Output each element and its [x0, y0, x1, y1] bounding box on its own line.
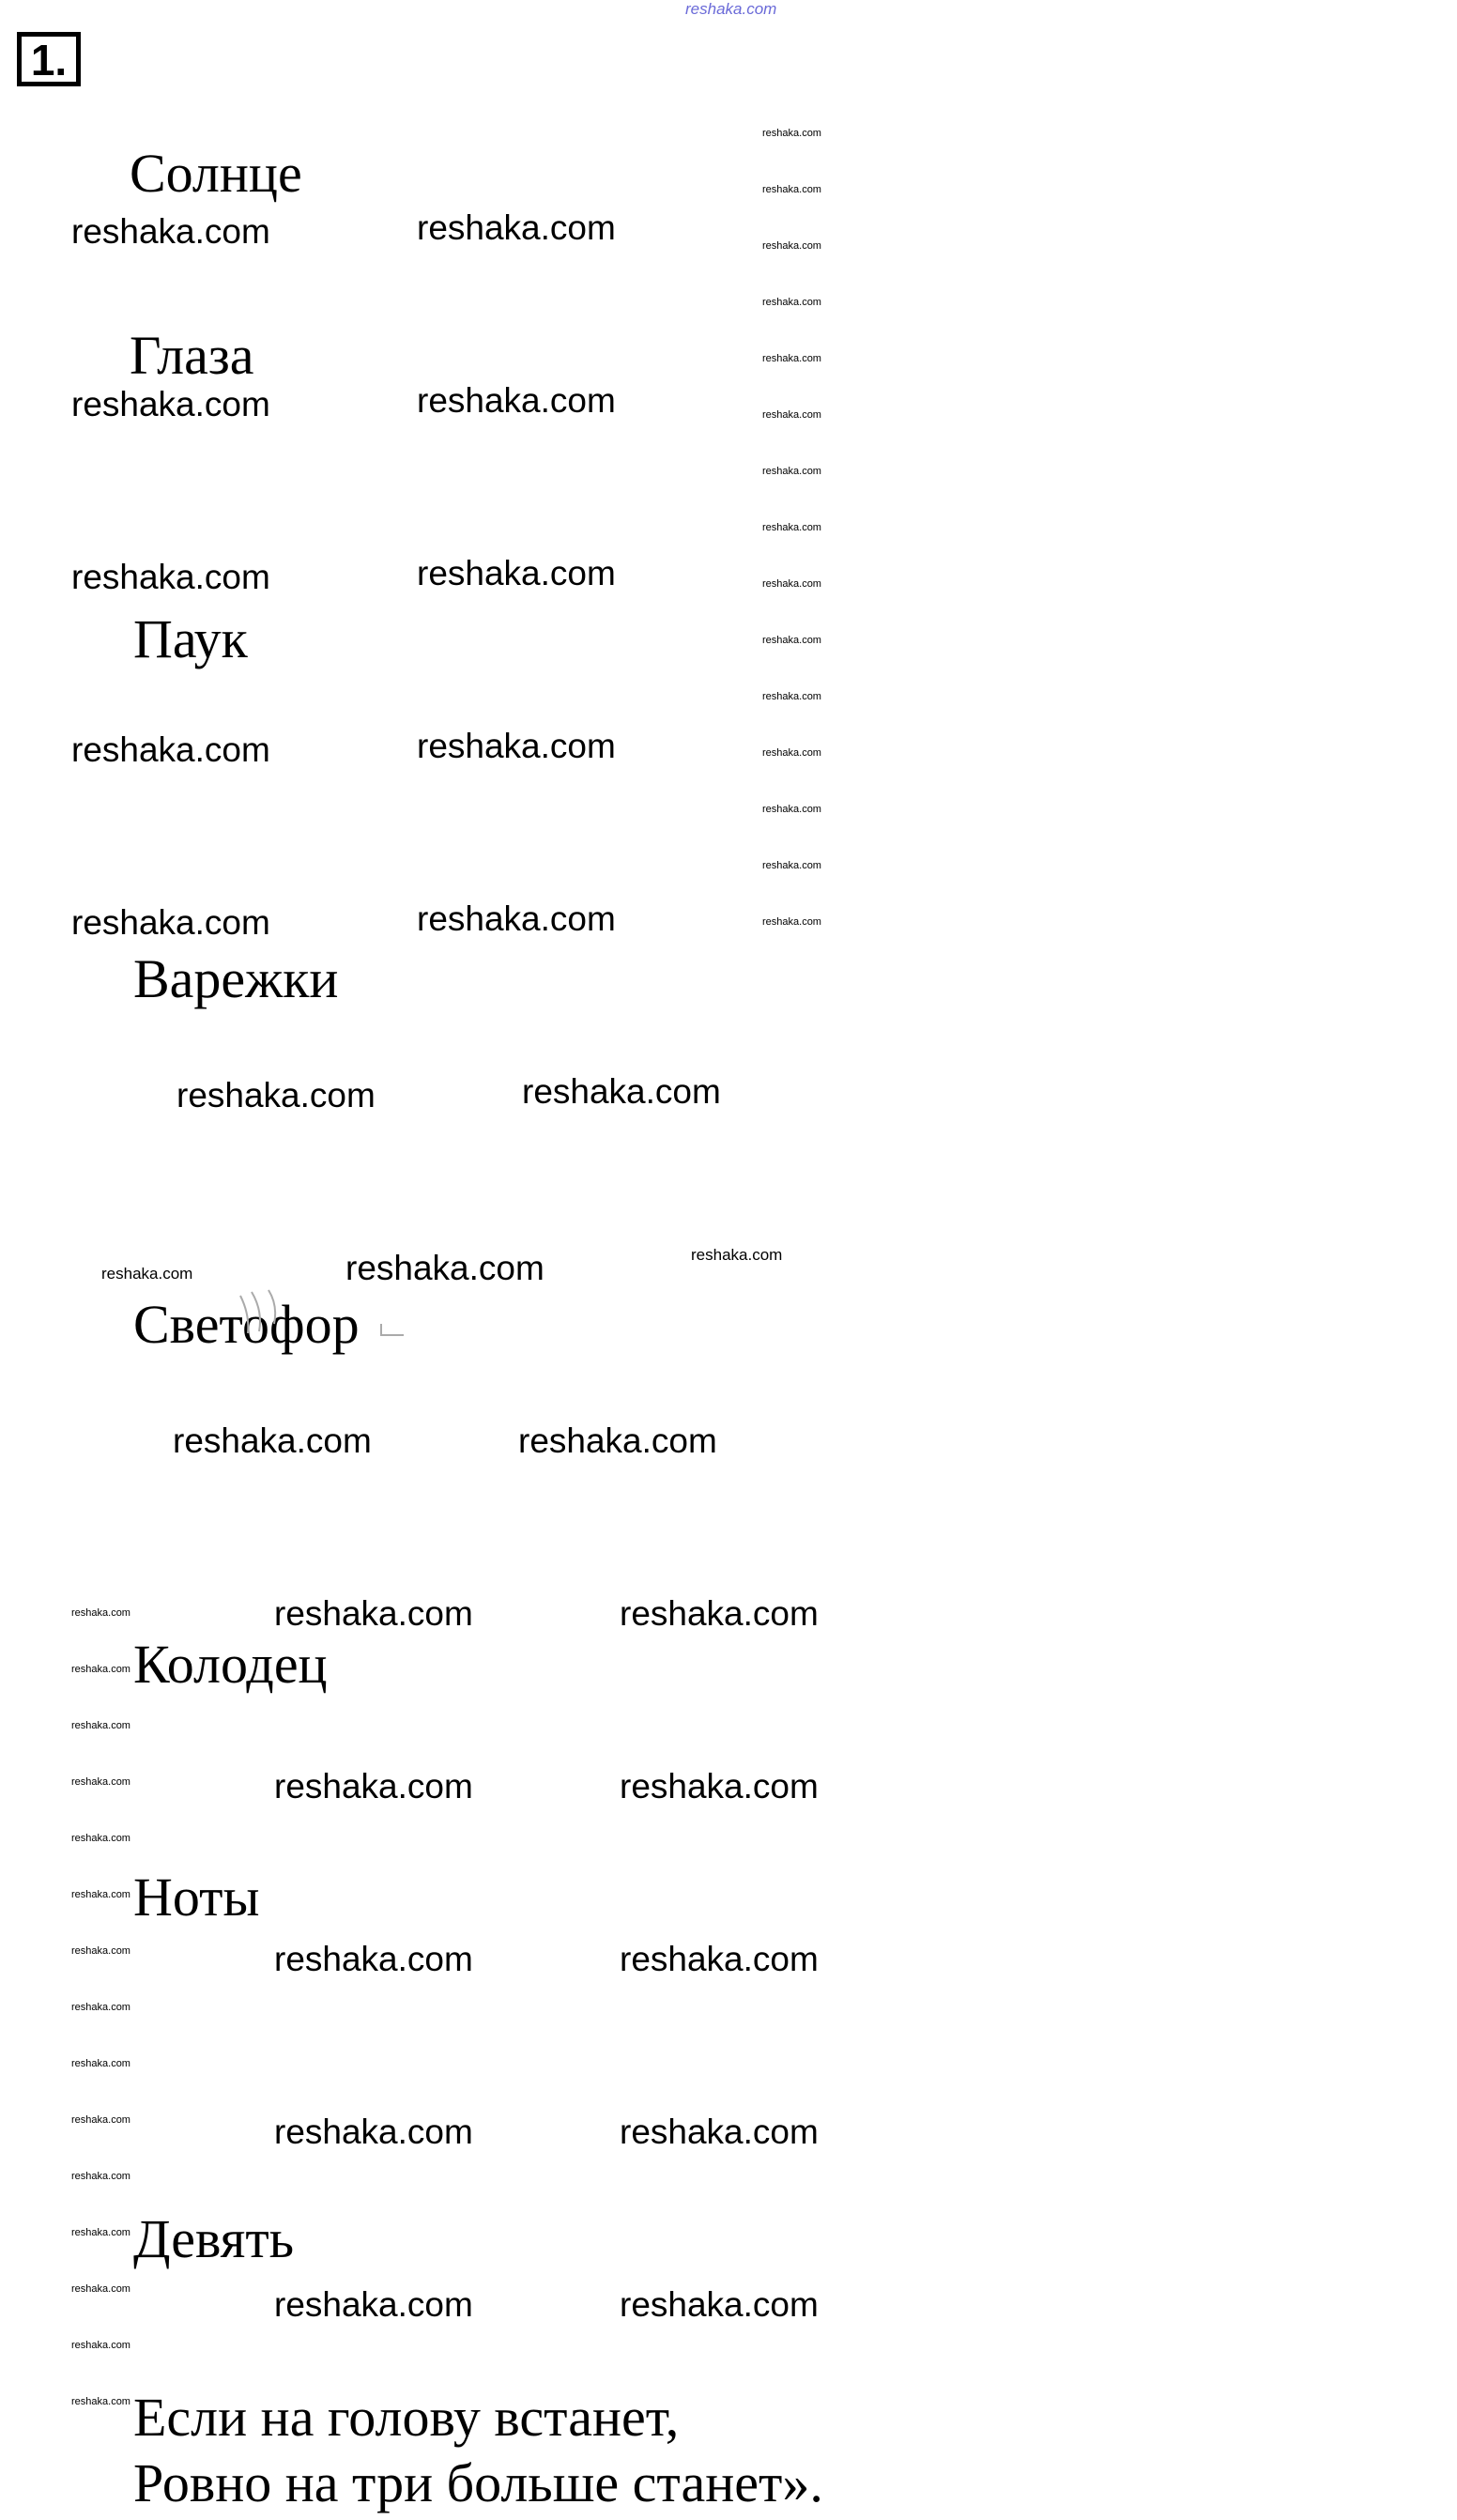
watermark: reshaka.com [620, 2113, 819, 2151]
watermark: reshaka.com [71, 2002, 130, 2013]
watermark: reshaka.com [71, 1889, 130, 1900]
watermark: reshaka.com [762, 635, 821, 646]
watermark: reshaka.com [71, 2227, 130, 2238]
watermark: reshaka.com [522, 1072, 721, 1111]
task-number: 1. [17, 32, 81, 86]
watermark: reshaka.com [762, 297, 821, 308]
watermark: reshaka.com [417, 208, 616, 247]
answer-word: Варежки [133, 948, 339, 1009]
watermark: reshaka.com [71, 2283, 130, 2295]
watermark: reshaka.com [762, 916, 821, 928]
watermark: reshaka.com [762, 691, 821, 702]
watermark: reshaka.com [345, 1249, 544, 1287]
answer-word: Светофор [133, 1294, 360, 1355]
watermark: reshaka.com [762, 184, 821, 195]
watermark: reshaka.com [762, 466, 821, 477]
watermark: reshaka.com [417, 554, 616, 592]
watermark: reshaka.com [762, 522, 821, 533]
riddle-line: Если на голову встанет, [133, 2387, 680, 2448]
watermark: reshaka.com [101, 1265, 193, 1283]
watermark: reshaka.com [620, 1940, 819, 1978]
watermark: reshaka.com [274, 1594, 473, 1633]
watermark: reshaka.com [176, 1076, 376, 1114]
watermark: reshaka.com [71, 1720, 130, 1731]
watermark: reshaka.com [762, 860, 821, 871]
watermark: reshaka.com [762, 747, 821, 759]
top-watermark: reshaka.com [685, 0, 777, 18]
answer-word: Ноты [133, 1867, 260, 1928]
watermark: reshaka.com [71, 385, 270, 423]
answer-word: Колодец [133, 1634, 328, 1695]
watermark: reshaka.com [417, 899, 616, 938]
answer-word: Солнце [130, 143, 302, 204]
watermark: reshaka.com [71, 2058, 130, 2069]
answer-word: Глаза [130, 325, 254, 386]
watermark: reshaka.com [71, 2171, 130, 2182]
watermark: reshaka.com [762, 578, 821, 590]
watermark: reshaka.com [71, 903, 270, 942]
riddle-line: Ровно на три больше станет». [133, 2452, 823, 2513]
watermark: reshaka.com [71, 2340, 130, 2351]
watermark: reshaka.com [71, 1607, 130, 1619]
watermark: reshaka.com [173, 1421, 372, 1460]
watermark: reshaka.com [274, 1940, 473, 1978]
watermark: reshaka.com [71, 212, 270, 251]
watermark: reshaka.com [71, 2114, 130, 2126]
answer-word: Паук [133, 608, 248, 669]
watermark: reshaka.com [762, 240, 821, 252]
watermark: reshaka.com [71, 1776, 130, 1788]
answer-word: Девять [133, 2208, 295, 2269]
watermark: reshaka.com [417, 381, 616, 420]
watermark: reshaka.com [620, 1767, 819, 1805]
watermark: reshaka.com [71, 1664, 130, 1675]
watermark: reshaka.com [620, 1594, 819, 1633]
watermark: reshaka.com [71, 1945, 130, 1957]
watermark: reshaka.com [274, 2113, 473, 2151]
watermark: reshaka.com [762, 353, 821, 364]
watermark: reshaka.com [274, 2285, 473, 2324]
watermark: reshaka.com [417, 727, 616, 765]
watermark: reshaka.com [71, 1833, 130, 1844]
watermark: reshaka.com [762, 409, 821, 421]
watermark: reshaka.com [71, 730, 270, 769]
watermark: reshaka.com [518, 1421, 717, 1460]
watermark: reshaka.com [691, 1246, 783, 1264]
sketch-marks [231, 1286, 409, 1352]
watermark: reshaka.com [71, 2396, 130, 2407]
watermark: reshaka.com [71, 558, 270, 596]
watermark: reshaka.com [762, 804, 821, 815]
watermark: reshaka.com [620, 2285, 819, 2324]
watermark: reshaka.com [762, 128, 821, 139]
watermark: reshaka.com [274, 1767, 473, 1805]
